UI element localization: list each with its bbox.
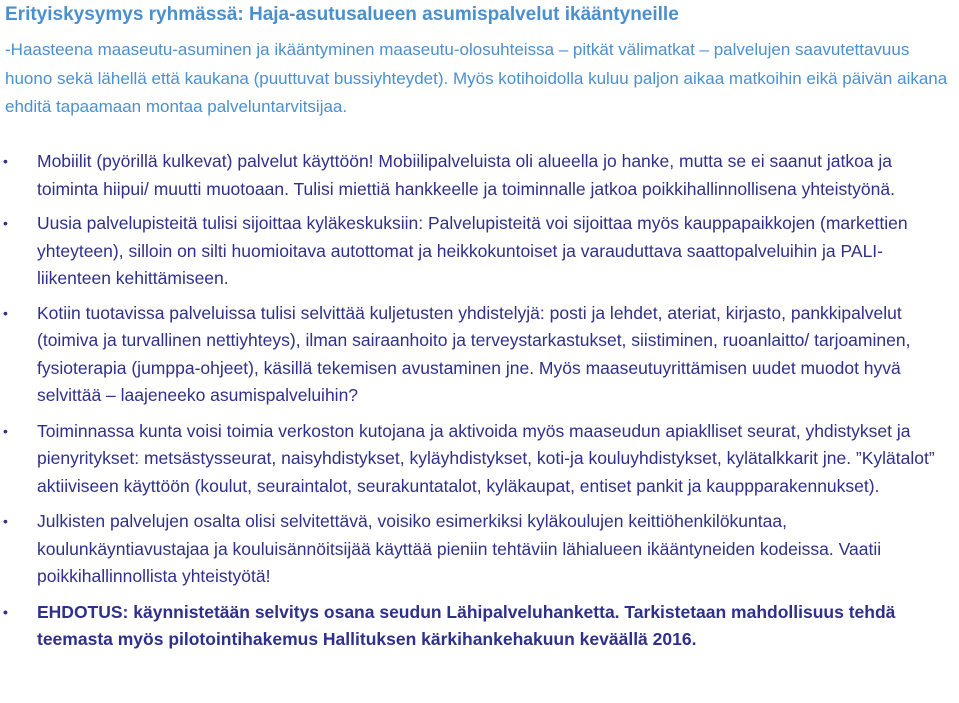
bullet-text: Uusia palvelupisteitä tulisi sijoittaa kyläkeskuksiin: Palvelupisteitä voi sijoittaa myös kauppapaikkojen (markettien yhteyteen), silloin on silti huomioitava autottomat ja heikkokuntoiset ja varauduttava saattopalveluihin ja PALI-liikenteen kehittämiseen. [37, 213, 908, 288]
bullet-item-mobile-services [0, 148, 959, 203]
bullet-marker: • [3, 422, 8, 439]
bullet-text: Julkisten palvelujen osalta olisi selvitettävä, voisiko esimerkiksi kyläkoulujen keittiöhenkilökuntaa, koulunkäyntiavustajaa ja kouluisännöitsijää käyttää pieniin tehtäviin lähialueen ikääntyneiden kodeissa. Vaatii poikkihallinnollista yhteistyötä! [37, 511, 882, 586]
intro-paragraph [5, 36, 955, 122]
bullet-marker: • [3, 603, 8, 620]
bullet-item-public-services [0, 508, 959, 591]
intro-lead: -Haasteena maaseutu-asuminen ja ikääntyminen maaseutu-olosuhteissa – pitkät välimatkat – palvelujen saavutettavuus huono sekä lähellä että kaukana (puuttuvat bussiyhteydet). Myös kotihoidolla kuluu paljon aikaa matkoihin eikä päivän aikana ehditä tapaamaan montaa palveluntarvitsijaa. [5, 40, 948, 116]
bullet-marker: • [3, 153, 8, 169]
slide-title: Erityiskysymys ryhmässä: Haja-asutusalueen asumispalvelut ikääntyneille [5, 4, 679, 25]
bullet-marker: • [3, 304, 8, 321]
bullet-item-service-points [0, 210, 959, 293]
bullet-text: EHDOTUS: käynnistetään selvitys osana seudun Lähipalveluhanketta. Tarkistetaan mahdollisuus tehdä teemasta myös pilotointihakemus Hallituksen kärkihankehakuun keväällä 2016. [37, 601, 896, 649]
bullet-text-continued: Tulisi miettiä hankkeelle ja toiminnalle jatkoa poikkihallinnollisena yhteistyönä. [288, 178, 895, 199]
bullet-marker: • [3, 215, 8, 231]
bullet-marker: • [3, 513, 8, 529]
bullet-item-home-services [0, 300, 959, 410]
bullet-text: Toiminnassa kunta voisi toimia verkoston kutojana ja aktivoida myös maaseudun apiaklliset seurat, yhdistykset ja pienyritykset: metsästysseurat, naisyhdistykset, kyläyhdistykset, koti-ja kouluyhdistykset, kylätalkkarit jne. ”Kylätalot” aktiiviseen käyttöön (koulut, seuraintalot, seurakuntatalot, kyläkaupat, entiset pankit ja kauppparakennukset). [37, 420, 935, 496]
bullet-text: Mobiilit (pyörillä kulkevat) palvelut käyttöön! Mobiilipalveluista oli alueella jo hanke, mutta se ei saanut jatkoa ja toiminta hiipui/ muutti muotoaan. [37, 151, 893, 199]
bullet-item-proposal [0, 599, 959, 654]
bullet-item-network-weaver [0, 418, 959, 501]
bullet-list [0, 148, 959, 654]
bullet-text: Kotiin tuotavissa palveluissa tulisi selvittää kuljetusten yhdistelyjä: posti ja lehdet, ateriat, kirjasto, pankkipalvelut (toimiva ja turvallinen nettiyhteys), ilman sairaanhoito ja terveystarkastukset, siistiminen, ruoanlaitto/ tarjoaminen, fysioterapia (jumppa-ohjeet), käsillä tekemisen avustaminen jne. Myös maaseutuyrittämisen uudet muodot hyvä selvittää – laajeneeko asumispalveluihin? [37, 302, 911, 405]
